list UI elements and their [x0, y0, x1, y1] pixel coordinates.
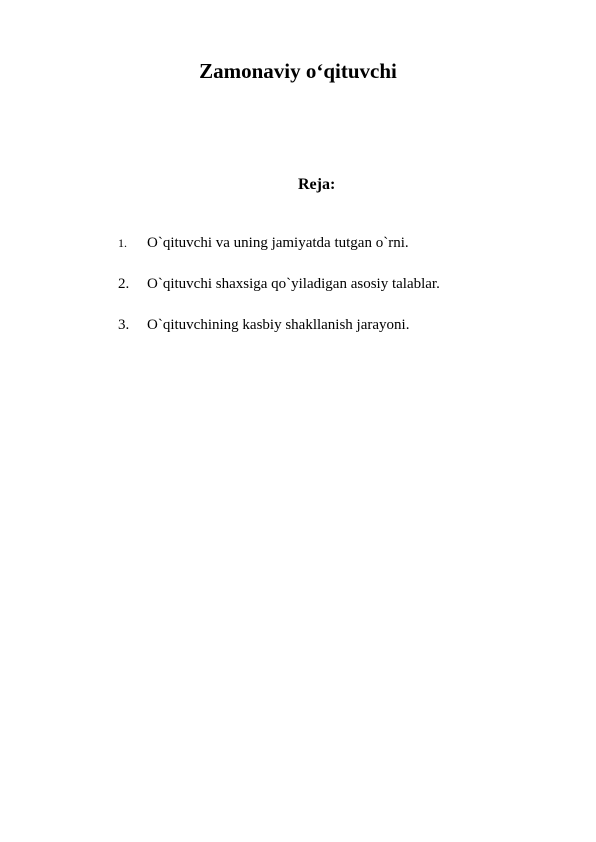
plan-item-number: 3.	[118, 317, 130, 333]
plan-item-text: O`qituvchining kasbiy shakllanish jarayoni.	[147, 317, 410, 333]
plan-item-number: 2.	[118, 276, 130, 292]
plan-item	[118, 274, 440, 294]
plan-item-text: O`qituvchi va uning jamiyatda tutgan o`rni.	[147, 235, 409, 251]
plan-list	[118, 233, 440, 356]
plan-item	[118, 233, 440, 253]
document-title: Zamonaviy o‘qituvchi	[199, 59, 397, 83]
plan-item-number: 1.	[118, 236, 127, 250]
plan-heading: Reja:	[298, 176, 336, 193]
plan-item-text: O`qituvchi shaxsiga qo`yiladigan asosiy talablar.	[147, 276, 440, 292]
plan-item	[118, 315, 440, 335]
